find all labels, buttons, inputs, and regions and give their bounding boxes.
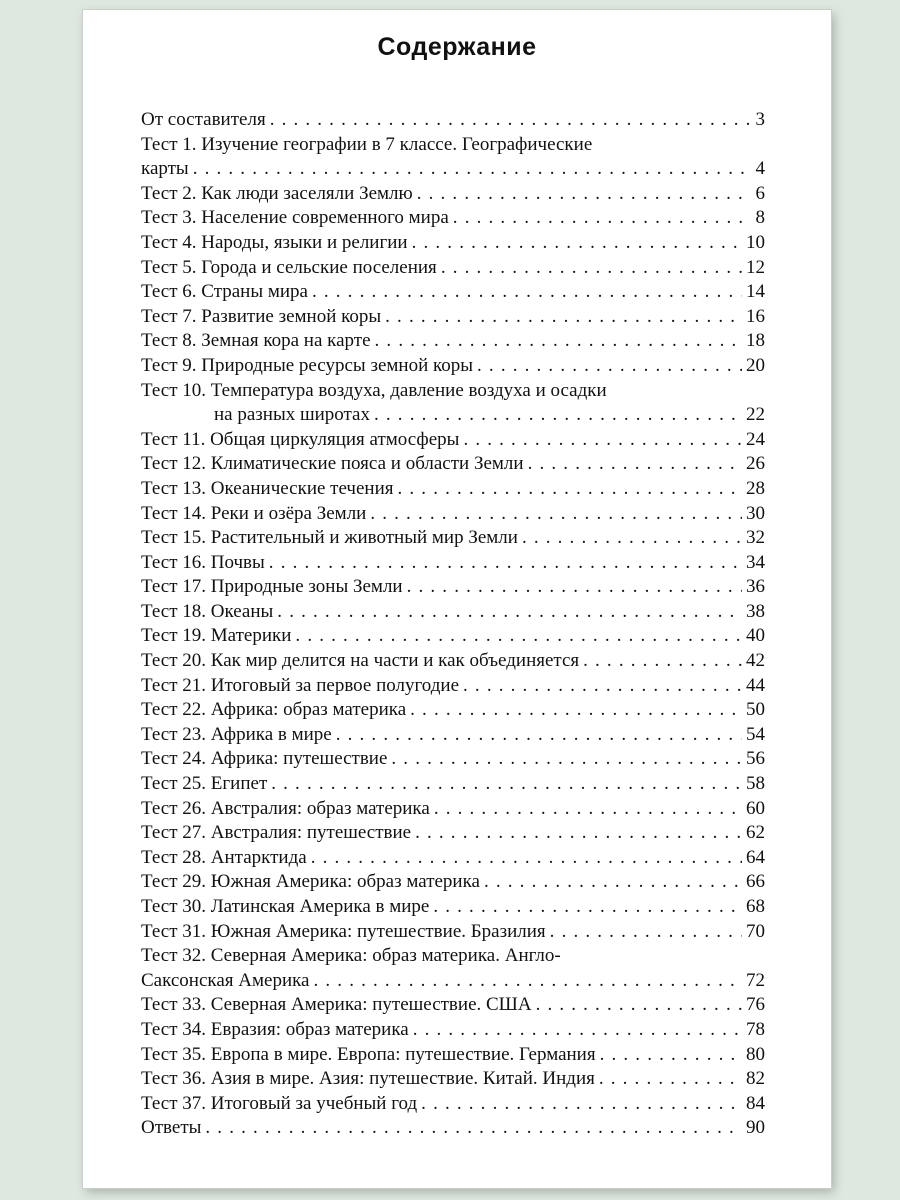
toc-page-number: 32 (746, 527, 765, 549)
toc-page-number: 24 (746, 428, 765, 450)
toc-entry (141, 1043, 765, 1068)
toc-leader-dots (374, 403, 742, 428)
toc-leader-dots (415, 821, 742, 846)
toc-line (141, 772, 765, 797)
toc-entry (141, 182, 765, 207)
toc-entry-title: Тест 1. Изучение географии в 7 классе. Географические (141, 133, 593, 155)
toc-entry (141, 256, 765, 281)
toc-entry-title: Тест 21. Итоговый за первое полугодие (141, 674, 460, 696)
toc-leader-dots (407, 575, 742, 600)
toc-entry-title: Тест 6. Страны мира (141, 281, 308, 303)
toc-entry-title: Тест 9. Природные ресурсы земной коры (141, 354, 474, 376)
toc-leader-dots (484, 870, 742, 895)
toc-entry-title: Тест 19. Материки (141, 625, 292, 647)
toc-line (141, 526, 765, 551)
toc-leader-dots (391, 747, 742, 772)
toc-entry (141, 870, 765, 895)
toc-page-number: 3 (755, 109, 765, 130)
toc-entry (141, 624, 765, 649)
toc-entry-title: Тест 32. Северная Америка: образ материка. Англо- (141, 945, 561, 967)
toc-page-number: 68 (746, 896, 765, 917)
toc-page-number: 82 (746, 1068, 765, 1090)
toc-entry (141, 747, 765, 772)
toc-page-number: 60 (746, 797, 765, 819)
toc-page-number: 38 (746, 600, 765, 622)
toc-line (141, 649, 765, 674)
toc-entry-title: Тест 8. Земная кора на карте (141, 330, 371, 352)
toc-entry-title: Тест 14. Реки и озёра Земли (141, 502, 367, 524)
toc-page-number: 34 (746, 551, 765, 573)
toc-page-number: 64 (746, 846, 765, 868)
toc-leader-dots (385, 305, 742, 330)
toc-entry-title: Тест 20. Как мир делится на части и как объединяется (141, 650, 580, 672)
toc-line (141, 870, 765, 895)
toc-leader-dots (277, 600, 742, 625)
toc-entry (141, 452, 765, 477)
toc-entry-title: Тест 35. Европа в мире. Европа: путешествие. Германия (141, 1043, 596, 1065)
toc-page-number: 18 (746, 330, 765, 352)
toc-page-number: 26 (746, 453, 765, 475)
toc-page-number: 56 (746, 748, 765, 770)
toc-leader-dots (375, 329, 742, 354)
toc-page-number: 14 (746, 281, 765, 303)
toc-leader-dots (312, 280, 742, 305)
toc-line (141, 747, 765, 772)
toc-entry-title: Тест 33. Северная Америка: путешествие. США (141, 994, 532, 1016)
toc-entry-title: Тест 3. Население современного мира (141, 207, 449, 229)
toc-page-number: 8 (755, 207, 765, 229)
toc-page-number: 66 (746, 871, 765, 893)
toc-entry (141, 329, 765, 354)
toc-line (141, 575, 765, 600)
toc-entry (141, 108, 765, 133)
document-page (83, 10, 831, 1188)
toc-entry (141, 575, 765, 600)
toc-entry-title: Тест 5. Города и сельские поселения (141, 256, 437, 278)
toc-entry-title: Тест 10. Температура воздуха, давление воздуха и осадки (141, 379, 607, 401)
toc-leader-dots (463, 674, 742, 699)
toc-entry (141, 502, 765, 527)
toc-page-number: 70 (746, 920, 765, 942)
toc-leader-dots (193, 157, 751, 182)
toc-entry-title: Тест 18. Океаны (141, 600, 274, 622)
toc-page-number: 28 (746, 477, 765, 499)
toc-line (141, 600, 765, 625)
toc-entry-title: Тест 12. Климатические пояса и области Земли (141, 453, 524, 475)
toc-leader-dots (599, 1067, 742, 1092)
toc-entry-title: Тест 27. Австралия: путешествие (141, 822, 412, 844)
toc-entry-title: Тест 13. Океанические течения (141, 477, 394, 499)
toc-leader-dots (600, 1043, 742, 1068)
toc-entry-title: Тест 34. Евразия: образ материка (141, 1018, 409, 1040)
toc-entry (141, 551, 765, 576)
toc-leader-dots (528, 452, 742, 477)
toc-leader-dots (453, 206, 751, 231)
toc-line (141, 551, 765, 576)
toc-line (141, 969, 765, 994)
toc-entry-title: карты (141, 158, 189, 180)
toc-entry (141, 723, 765, 748)
toc-line (141, 674, 765, 699)
toc-leader-dots (314, 969, 743, 994)
toc-line (141, 452, 765, 477)
toc-entry (141, 1116, 765, 1141)
toc-entry-title: Ответы (141, 1117, 202, 1139)
toc-line (141, 895, 765, 920)
toc-line (141, 797, 765, 822)
toc-leader-dots (413, 1018, 742, 1043)
toc-entry (141, 526, 765, 551)
toc-line (141, 133, 765, 158)
toc-leader-dots (522, 526, 742, 551)
toc-entry (141, 305, 765, 330)
toc-entry (141, 649, 765, 674)
toc-entry (141, 674, 765, 699)
toc-leader-dots (421, 1092, 742, 1117)
toc-line (141, 1067, 765, 1092)
toc-leader-dots (441, 256, 742, 281)
toc-leader-dots (336, 723, 742, 748)
toc-entry (141, 428, 765, 453)
toc-leader-dots (410, 698, 742, 723)
toc-line (141, 698, 765, 723)
toc-line (141, 624, 765, 649)
toc-leader-dots (271, 772, 742, 797)
toc-page-number: 36 (746, 576, 765, 598)
toc-leader-dots (434, 797, 742, 822)
toc-leader-dots (417, 182, 751, 207)
toc-entry-title: на разных широтах (214, 404, 370, 426)
toc-line (141, 944, 765, 969)
toc-line (141, 403, 765, 428)
toc-line (141, 723, 765, 748)
toc-entry (141, 944, 765, 993)
toc-entry (141, 993, 765, 1018)
toc-entry-title: Тест 2. Как люди заселяли Землю (141, 182, 413, 204)
toc-leader-dots (269, 551, 742, 576)
toc-entry-title: Тест 37. Итоговый за учебный год (141, 1092, 418, 1114)
toc-entry-title: Тест 7. Развитие земной коры (141, 305, 382, 327)
toc-leader-dots (370, 502, 742, 527)
toc-line (141, 846, 765, 871)
toc-page-number: 80 (746, 1043, 765, 1065)
toc-entry-title: Тест 30. Латинская Америка в мире (141, 896, 430, 917)
toc-leader-dots (477, 354, 742, 379)
toc-page-number: 40 (746, 625, 765, 647)
toc-entry (141, 280, 765, 305)
toc-entry-title: Тест 11. Общая циркуляция атмосферы (141, 428, 460, 450)
toc-entry (141, 600, 765, 625)
toc-entry-title: Тест 25. Египет (141, 773, 268, 795)
toc-page-number: 90 (746, 1117, 765, 1139)
toc-leader-dots (550, 920, 742, 945)
toc-page-number: 62 (746, 822, 765, 844)
toc-line (141, 821, 765, 846)
toc-entry (141, 477, 765, 502)
toc-line (141, 305, 765, 330)
toc-entry-title: Тест 16. Почвы (141, 551, 265, 573)
toc-entry-title: Тест 15. Растительный и животный мир Земли (141, 527, 518, 549)
toc-page-number: 72 (746, 969, 765, 991)
toc-entry (141, 231, 765, 256)
toc-leader-dots (433, 895, 742, 920)
toc-entry (141, 846, 765, 871)
toc-line (141, 993, 765, 1018)
toc-page-number: 76 (746, 994, 765, 1016)
toc-line (141, 379, 765, 404)
toc-line (141, 477, 765, 502)
toc-entry-title: От составителя (141, 109, 266, 130)
toc-page-number: 42 (746, 650, 765, 672)
toc-page-number: 16 (746, 305, 765, 327)
toc-line (141, 1116, 765, 1141)
toc-entry (141, 920, 765, 945)
table-of-contents (141, 108, 765, 1141)
toc-line (141, 108, 765, 133)
toc-line (141, 329, 765, 354)
toc-entry-title: Саксонская Америка (141, 969, 310, 991)
toc-leader-dots (205, 1116, 742, 1141)
toc-page-number: 78 (746, 1018, 765, 1040)
toc-leader-dots (536, 993, 742, 1018)
toc-line (141, 231, 765, 256)
toc-page-number: 10 (746, 231, 765, 253)
toc-page-number: 12 (746, 256, 765, 278)
toc-page-number: 84 (746, 1092, 765, 1114)
toc-leader-dots (463, 428, 742, 453)
toc-entry-title: Тест 17. Природные зоны Земли (141, 576, 403, 598)
toc-line (141, 428, 765, 453)
toc-page-number: 22 (746, 404, 765, 426)
toc-entry (141, 1067, 765, 1092)
toc-leader-dots (583, 649, 742, 674)
page-title: Содержание (377, 33, 537, 61)
toc-entry-title: Тест 24. Африка: путешествие (141, 748, 388, 770)
toc-entry (141, 698, 765, 723)
toc-page-number: 4 (755, 158, 765, 180)
toc-line (141, 1092, 765, 1117)
toc-entry-title: Тест 22. Африка: образ материка (141, 699, 407, 721)
toc-entry (141, 821, 765, 846)
toc-page-number: 6 (755, 182, 765, 204)
toc-line (141, 256, 765, 281)
toc-page-number: 20 (746, 354, 765, 376)
toc-entry (141, 772, 765, 797)
toc-entry-title: Тест 36. Азия в мире. Азия: путешествие. Китай. Индия (141, 1068, 595, 1090)
toc-entry-title: Тест 29. Южная Америка: образ материка (141, 871, 480, 893)
toc-line (141, 1018, 765, 1043)
toc-line (141, 157, 765, 182)
toc-leader-dots (311, 846, 742, 871)
toc-page-number: 58 (746, 773, 765, 795)
toc-leader-dots (398, 477, 743, 502)
toc-entry-title: Тест 23. Африка в мире (141, 723, 332, 745)
toc-entry (141, 1018, 765, 1043)
toc-line (141, 280, 765, 305)
toc-entry (141, 797, 765, 822)
toc-leader-dots (412, 231, 742, 256)
toc-entry (141, 206, 765, 231)
toc-page-number: 50 (746, 699, 765, 721)
toc-line (141, 354, 765, 379)
toc-line (141, 502, 765, 527)
toc-entry (141, 1092, 765, 1117)
toc-entry (141, 133, 765, 182)
toc-leader-dots (270, 108, 751, 133)
toc-entry-title: Тест 26. Австралия: образ материка (141, 797, 430, 819)
toc-line (141, 206, 765, 231)
toc-leader-dots (295, 624, 742, 649)
toc-page-number: 54 (746, 723, 765, 745)
toc-page-number: 30 (746, 502, 765, 524)
toc-line (141, 182, 765, 207)
toc-entry-title: Тест 31. Южная Америка: путешествие. Бразилия (141, 920, 546, 942)
toc-entry-title: Тест 28. Антарктида (141, 846, 307, 868)
toc-line (141, 1043, 765, 1068)
toc-entry (141, 895, 765, 920)
toc-entry (141, 354, 765, 379)
toc-line (141, 920, 765, 945)
toc-entry (141, 379, 765, 428)
toc-entry-title: Тест 4. Народы, языки и религии (141, 231, 408, 253)
toc-page-number: 44 (746, 674, 765, 696)
